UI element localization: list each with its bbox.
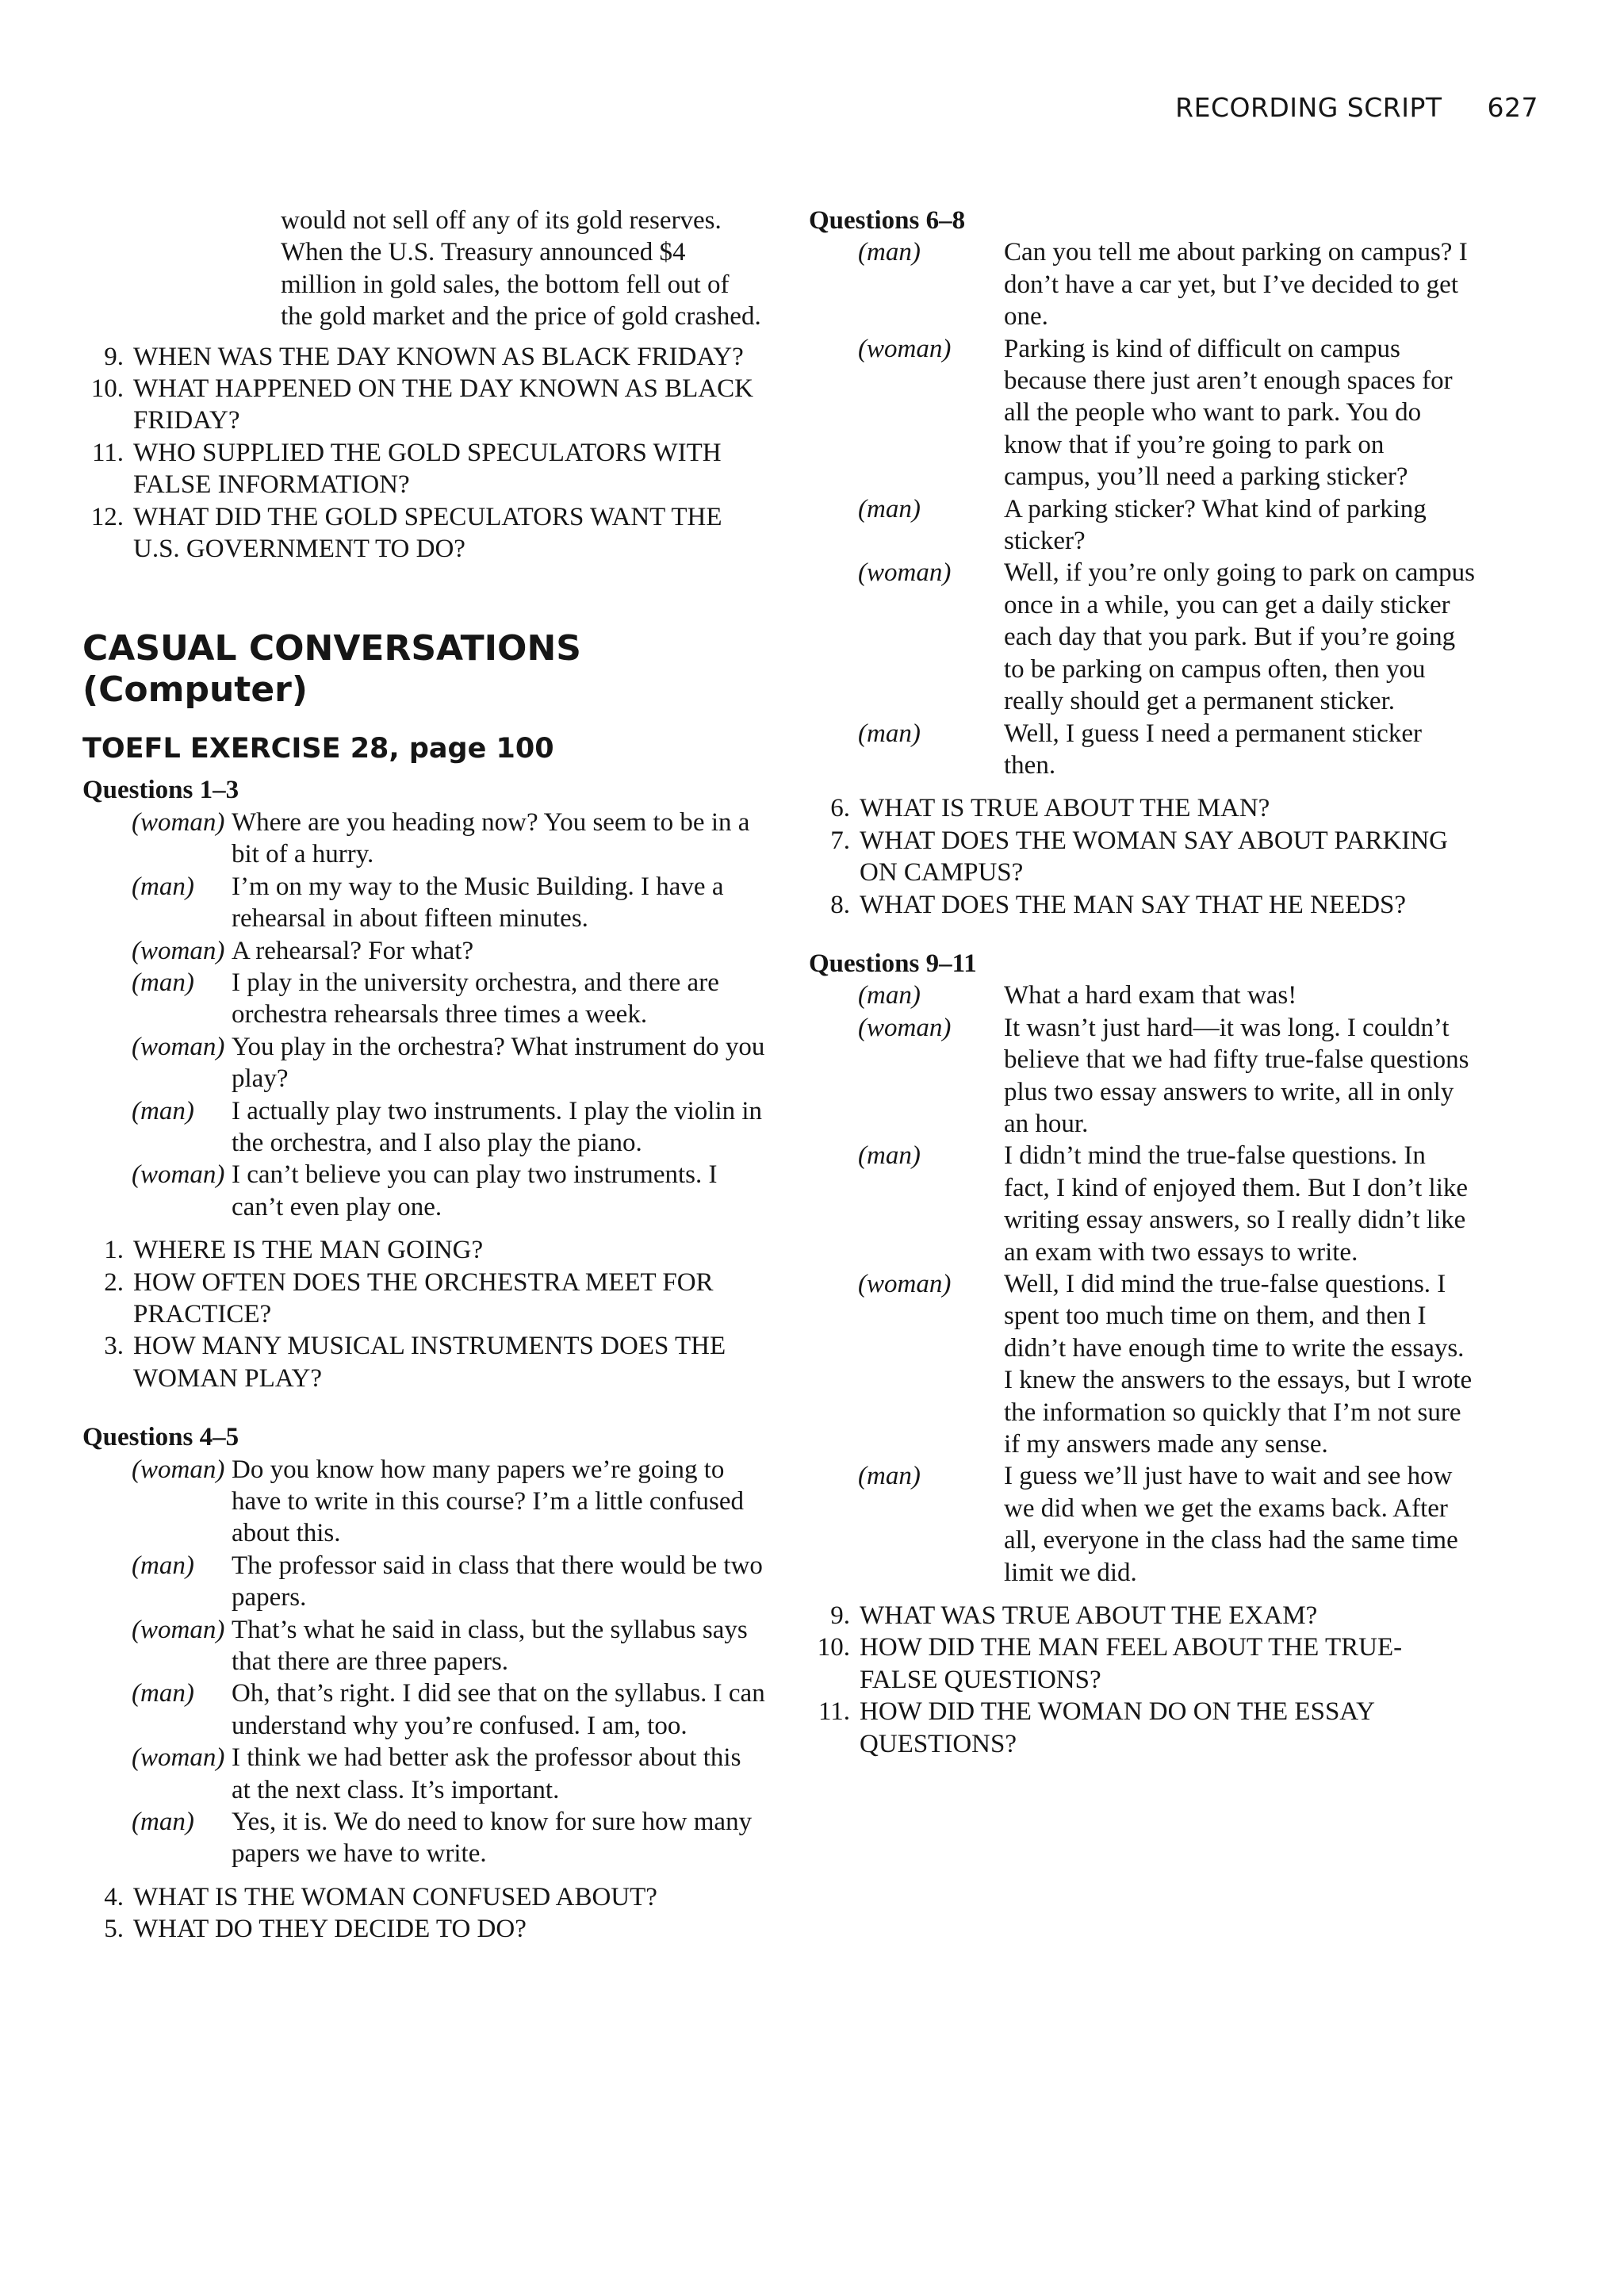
dialogue-line (809, 1268, 1475, 1460)
speaker-label: (woman) (132, 1743, 225, 1773)
question-number: 9. (830, 1601, 850, 1631)
dialogue-line (809, 333, 1475, 493)
exercise-heading: TOEFL EXERCISE 28, page 100 (82, 733, 554, 765)
question-text: HOW DID THE WOMAN DO ON THE ESSAY QUESTIONS? (860, 1697, 1374, 1758)
utterance: A rehearsal? For what? (232, 936, 474, 965)
utterance: I didn’t mind the true-false questions. In fact, I kind of enjoyed them. But I don’t like writing essay answers, so I really didn’t like an exam with two essays to write. (1004, 1141, 1469, 1267)
question-text: HOW OFTEN DOES THE ORCHESTRA MEET FOR PRACTICE? (133, 1267, 714, 1329)
question-list (809, 1600, 1475, 1760)
speaker-label: (woman) (132, 936, 225, 965)
question-item (82, 1881, 766, 1913)
utterance: What a hard exam that was! (1004, 981, 1297, 1010)
speaker-label: (man) (858, 238, 921, 267)
question-number: 10. (817, 1633, 850, 1662)
speaker-label: (woman) (858, 334, 952, 363)
dialogue-line (82, 1031, 766, 1095)
question-number: 6. (830, 794, 850, 823)
question-text: WHERE IS THE MAN GOING? (133, 1236, 484, 1265)
utterance: Oh, that’s right. I did see that on the syllabus. I can understand why you’re confused. I am, too. (232, 1679, 765, 1740)
utterance: Yes, it is. We do need to know for sure how many papers we have to write. (232, 1808, 753, 1869)
utterance: Where are you heading now? You seem to be in a bit of a hurry. (232, 807, 750, 869)
dialogue (82, 1454, 766, 1870)
dialogue-line (82, 1806, 766, 1870)
dialogue-line (809, 1140, 1475, 1268)
question-item (809, 792, 1475, 824)
utterance: That’s what he said in class, but the syllabus says that there are three papers. (232, 1615, 748, 1677)
question-group (82, 774, 766, 1394)
question-number: 7. (830, 826, 850, 855)
speaker-label: (man) (858, 1141, 921, 1171)
dialogue-line (809, 980, 1475, 1011)
speaker-label: (woman) (132, 1032, 225, 1061)
speaker-label: (man) (858, 981, 921, 1010)
question-group-title: Questions 6–8 (809, 206, 966, 235)
question-item (809, 825, 1475, 889)
speaker-label: (woman) (858, 558, 952, 588)
question-text: WHAT IS TRUE ABOUT THE MAN? (860, 794, 1270, 823)
question-group-title: Questions 4–5 (82, 1423, 239, 1452)
speaker-label: (woman) (132, 1615, 225, 1644)
dialogue-line (809, 557, 1475, 717)
question-list (82, 1234, 766, 1394)
question-text: WHAT HAPPENED ON THE DAY KNOWN AS BLACK FRIDAY? (133, 374, 753, 435)
utterance: Parking is kind of difficult on campus because there just aren’t enough spaces for all the people who want to park. You do know that if you’re going to park on campus, you’ll need a parking sticker? (1004, 334, 1453, 492)
dialogue-line (809, 1460, 1475, 1589)
question-list (82, 341, 766, 566)
dialogue-line (82, 935, 766, 967)
dialogue-line (82, 1677, 766, 1742)
question-item (82, 437, 766, 501)
dialogue-line (82, 1550, 766, 1614)
question-number: 12. (90, 502, 124, 531)
dialogue-line (809, 236, 1475, 332)
dialogue-line (82, 871, 766, 935)
dialogue-line (809, 1012, 1475, 1141)
question-item (82, 341, 766, 373)
question-item (82, 1913, 766, 1945)
section-heading-line: (Computer) (82, 669, 308, 711)
dialogue (809, 236, 1475, 781)
utterance: I think we had better ask the professor about this at the next class. It’s important. (232, 1743, 741, 1804)
question-item (809, 1600, 1475, 1631)
question-text: WHAT DID THE GOLD SPECULATORS WANT THE U.S. GOVERNMENT TO DO? (133, 502, 722, 564)
question-item (82, 1267, 766, 1331)
question-item (82, 1330, 766, 1394)
speaker-label: (woman) (858, 1013, 952, 1042)
question-group-title: Questions 1–3 (82, 776, 239, 805)
question-item (82, 1234, 766, 1266)
dialogue-line (82, 807, 766, 871)
utterance: Well, I guess I need a permanent sticker then. (1004, 719, 1422, 780)
speaker-label: (man) (858, 494, 921, 523)
speaker-label: (man) (132, 1551, 194, 1580)
question-item (809, 1696, 1475, 1760)
utterance: I play in the university orchestra, and there are orchestra rehearsals three times a week. (232, 968, 719, 1029)
utterance: I’m on my way to the Music Building. I have a rehearsal in about fifteen minutes. (232, 872, 724, 934)
dialogue-line (82, 1095, 766, 1160)
utterance: The professor said in class that there would be two papers. (232, 1551, 763, 1612)
dialogue (82, 807, 766, 1223)
utterance: It wasn’t just hard—it was long. I couldn’t believe that we had fifty true-false questions plus two essay answers to write, all in only an hour. (1004, 1013, 1469, 1138)
utterance: Do you know how many papers we’re going to have to write in this course? I’m a little confused about this. (232, 1455, 745, 1548)
question-text: WHEN WAS THE DAY KNOWN AS BLACK FRIDAY? (133, 342, 744, 371)
question-number: 2. (104, 1267, 124, 1297)
question-item (809, 889, 1475, 921)
speaker-label: (man) (132, 1808, 194, 1837)
question-group (809, 205, 1475, 921)
dialogue-line (82, 1454, 766, 1550)
speaker-label: (man) (132, 968, 194, 997)
speaker-label: (man) (858, 1462, 921, 1491)
question-text: WHAT WAS TRUE ABOUT THE EXAM? (860, 1601, 1318, 1631)
question-number: 10. (90, 374, 124, 404)
speaker-label: (woman) (132, 1160, 225, 1190)
dialogue-line (82, 1614, 766, 1678)
question-group-title: Questions 9–11 (809, 949, 977, 978)
utterance: You play in the orchestra? What instrument do you play? (232, 1032, 765, 1094)
utterance: A parking sticker? What kind of parking sticker? (1004, 494, 1427, 556)
speaker-label: (woman) (132, 1455, 225, 1484)
question-number: 11. (818, 1697, 850, 1727)
question-list (809, 792, 1475, 921)
question-text: WHAT DOES THE WOMAN SAY ABOUT PARKING ON CAMPUS? (860, 826, 1448, 888)
question-number: 4. (104, 1882, 124, 1911)
question-text: WHO SUPPLIED THE GOLD SPECULATORS WITH FALSE INFORMATION? (133, 438, 722, 500)
right-column (809, 205, 1475, 1787)
utterance: I guess we’ll just have to wait and see how we did when we get the exams back. After all, everyone in the class had the same time limit we did. (1004, 1462, 1458, 1587)
question-number: 8. (830, 890, 850, 919)
question-item (82, 373, 766, 437)
question-list (82, 1881, 766, 1946)
dialogue-line (82, 967, 766, 1031)
speaker-label: (woman) (132, 807, 225, 837)
question-number: 1. (104, 1236, 124, 1265)
dialogue-line (82, 1742, 766, 1806)
utterance: I actually play two instruments. I play the violin in the orchestra, and I also play the piano. (232, 1096, 763, 1157)
question-group (82, 1421, 766, 1946)
question-text: WHAT DOES THE MAN SAY THAT HE NEEDS? (860, 890, 1407, 919)
speaker-label: (woman) (858, 1270, 952, 1298)
dialogue-line (809, 493, 1475, 558)
utterance: I can’t believe you can play two instruments. I can’t even play one. (232, 1160, 718, 1221)
question-number: 3. (104, 1332, 124, 1361)
running-head-title: RECORDING SCRIPT (1175, 92, 1442, 123)
continued-passage: would not sell off any of its gold reserves. When the U.S. Treasury announced $4 million in gold sales, the bottom fell out of the gold market and the price of gold crashed. (281, 206, 761, 332)
question-item (809, 1631, 1475, 1696)
dialogue-line (82, 1159, 766, 1223)
utterance: Can you tell me about parking on campus? I don’t have a car yet, but I’ve decided to get one. (1004, 238, 1468, 332)
section-heading-line: CASUAL CONVERSATIONS (82, 628, 581, 669)
page-number: 627 (1487, 92, 1538, 123)
question-text: HOW DID THE MAN FEEL ABOUT THE TRUE-FALSE QUESTIONS? (860, 1633, 1403, 1694)
speaker-label: (man) (132, 1096, 194, 1125)
question-number: 9. (104, 342, 124, 371)
question-number: 11. (91, 438, 124, 467)
running-head (1175, 92, 1538, 123)
speaker-label: (man) (132, 872, 194, 901)
question-text: WHAT IS THE WOMAN CONFUSED ABOUT? (133, 1882, 657, 1911)
question-item (82, 501, 766, 566)
speaker-label: (man) (132, 1679, 194, 1708)
utterance: Well, I did mind the true-false questions. I spent too much time on them, and then I didn’t have enough time to write the essays. I knew the answers to the essays, but I wrote the information so quickly that I’m not sure if my answers made any sense. (1004, 1270, 1473, 1459)
left-column (82, 205, 766, 1973)
utterance: Well, if you’re only going to park on campus once in a while, you can get a daily sticker each day that you park. But if you’re going to be parking on campus often, then you really should get a permanent sticker. (1004, 558, 1475, 716)
question-text: WHAT DO THEY DECIDE TO DO? (133, 1915, 527, 1944)
dialogue (809, 980, 1475, 1589)
dialogue-line (809, 718, 1475, 782)
question-group (809, 948, 1475, 1760)
section-heading (82, 628, 766, 711)
question-text: HOW MANY MUSICAL INSTRUMENTS DOES THE WOMAN PLAY? (133, 1332, 726, 1393)
speaker-label: (man) (858, 719, 921, 748)
question-number: 5. (104, 1915, 124, 1944)
